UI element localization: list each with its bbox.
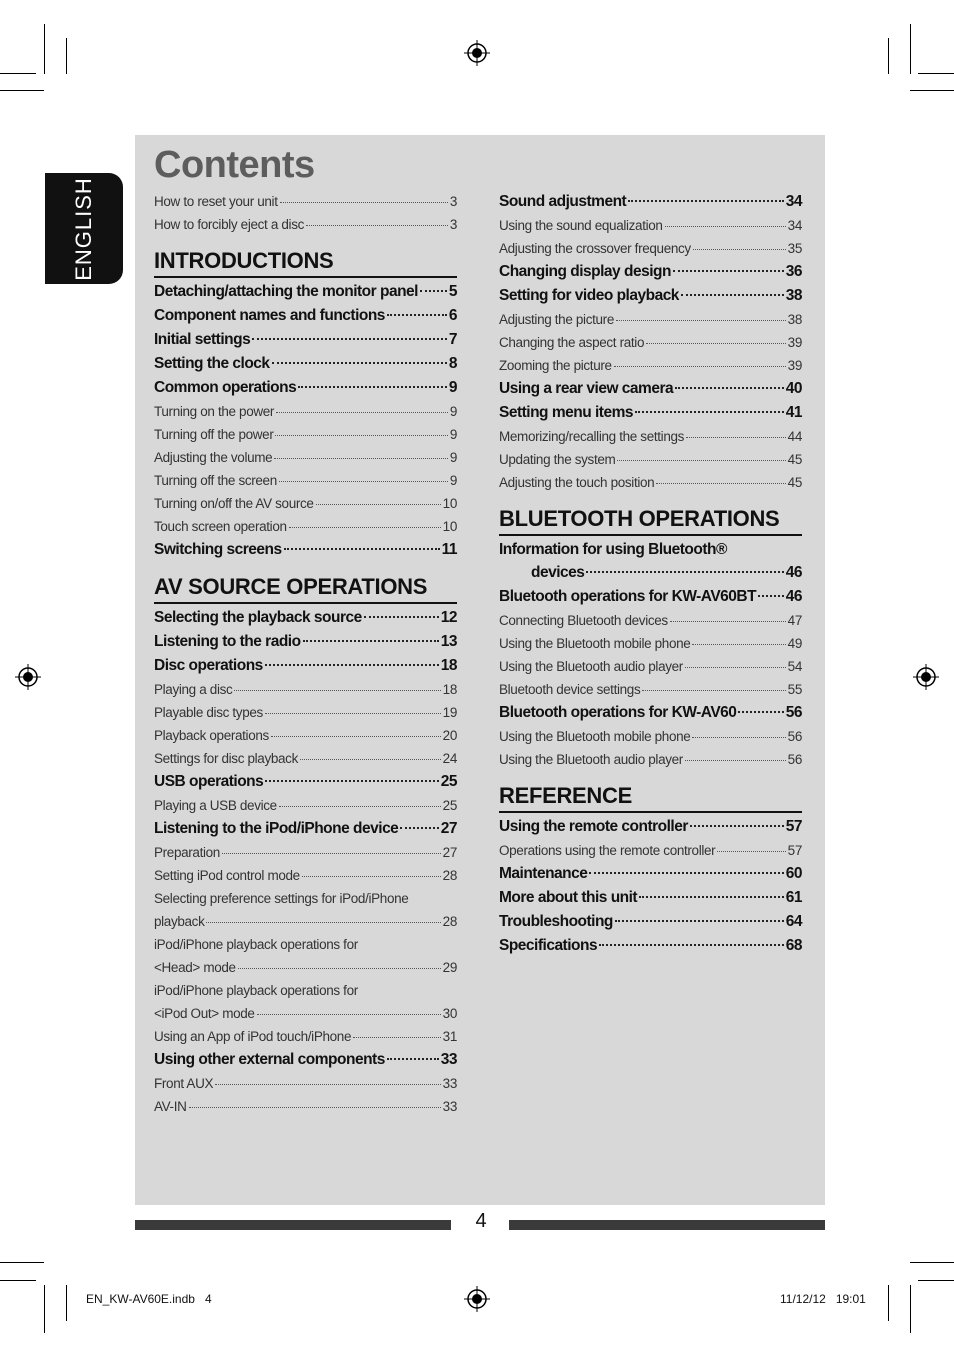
toc-entry-listening-to-the-radio[interactable] — [154, 630, 457, 654]
toc-entry-title: Using the Bluetooth mobile phone — [499, 729, 691, 744]
toc-entry-bluetooth-operations-for-kw-av60bt[interactable] — [499, 585, 802, 609]
toc-entry-switching-screens[interactable] — [154, 538, 457, 562]
toc-entry-title: Adjusting the volume — [154, 450, 273, 465]
dot-leader — [681, 294, 784, 296]
section-heading-bluetooth: BLUETOOTH OPERATIONS — [499, 504, 802, 536]
toc-entry-selecting-preference-settings-for-ipod-iphone[interactable] — [154, 910, 457, 933]
dot-leader — [617, 460, 785, 461]
page-title: Contents — [154, 144, 315, 186]
toc-entry-page: 25 — [442, 798, 457, 813]
crop-mark — [44, 24, 45, 74]
toc-entry-title-line — [154, 979, 457, 1002]
dot-leader — [635, 411, 784, 413]
toc-entry-page: 27 — [440, 820, 457, 837]
toc-entry-playable-disc-types[interactable] — [154, 701, 457, 724]
toc-entry-title: Using the sound equalization — [499, 218, 663, 233]
crop-mark — [918, 1280, 954, 1281]
print-file-name: EN_KW-AV60E.indb 4 — [86, 1292, 212, 1306]
toc-entry-page: 34 — [785, 193, 802, 210]
toc-entry-page: 25 — [440, 773, 457, 790]
toc-entry-bluetooth-operations-for-kw-av60[interactable] — [499, 701, 802, 725]
dot-leader — [252, 338, 447, 340]
toc-entry-title: Switching screens — [154, 541, 282, 558]
toc-entry-title: Playing a USB device — [154, 798, 277, 813]
toc-entry-title: Detaching/attaching the monitor panel — [154, 283, 418, 300]
toc-entry-setting-the-clock[interactable] — [154, 352, 457, 376]
toc-entry-playing-a-disc[interactable] — [154, 678, 457, 701]
toc-entry-title: Memorizing/recalling the settings — [499, 429, 685, 444]
toc-entry-page: 34 — [787, 218, 802, 233]
dot-leader — [673, 270, 784, 272]
toc-entry-playback-operations[interactable] — [154, 724, 457, 747]
crop-mark — [888, 1285, 889, 1321]
toc-entry-page: 38 — [787, 312, 802, 327]
toc-entry-using-other-external-components[interactable] — [154, 1048, 457, 1072]
toc-entry-title: Setting the clock — [154, 355, 270, 372]
section-heading-reference: REFERENCE — [499, 781, 802, 813]
dot-leader — [656, 483, 785, 484]
toc-entry-title: Bluetooth device settings — [499, 682, 641, 697]
toc-entry-setting-for-video-playback[interactable] — [499, 284, 802, 308]
toc-entry-setting-ipod-control-mode[interactable] — [154, 864, 457, 887]
toc-entry-title: How to reset your unit — [154, 194, 278, 209]
toc-entry-title: Selecting preference settings for iPod/iPhone — [154, 891, 409, 906]
toc-entry-detaching-attaching-the-monitor-panel[interactable] — [154, 280, 457, 304]
toc-entry-maintenance[interactable] — [499, 862, 802, 886]
dot-leader — [614, 366, 786, 367]
dot-leader — [316, 504, 441, 505]
toc-entry-using-a-rear-view-camera[interactable] — [499, 377, 802, 401]
dot-leader — [646, 343, 786, 344]
toc-entry-page: 54 — [787, 659, 802, 674]
toc-entry-title: Connecting Bluetooth devices — [499, 613, 668, 628]
toc-entry-page: 39 — [787, 335, 802, 350]
toc-entry-title: Updating the system — [499, 452, 616, 467]
toc-entry-title: Information for using Bluetooth® — [499, 541, 727, 558]
toc-entry-page: 57 — [785, 818, 802, 835]
toc-entry-title: Playable disc types — [154, 705, 263, 720]
toc-entry-page: 61 — [785, 889, 802, 906]
toc-entry-page: 24 — [442, 751, 457, 766]
dot-leader — [685, 667, 786, 668]
dot-leader — [692, 644, 785, 645]
page-number: 4 — [475, 1210, 487, 1232]
toc-entry-title: More about this unit — [499, 889, 638, 906]
toc-entry-page: 20 — [442, 728, 457, 743]
dot-leader — [586, 571, 783, 573]
toc-entry-page: 44 — [787, 429, 802, 444]
toc-entry-how-to-forcibly-eject-a-disc[interactable] — [154, 213, 457, 236]
toc-entry-page: 41 — [785, 404, 802, 421]
toc-entry-title: Operations using the remote controller — [499, 843, 716, 858]
toc-entry-ipod-iphone-playback-operations-for[interactable] — [154, 956, 457, 979]
top-items — [154, 190, 457, 236]
toc-entry-page: 35 — [787, 241, 802, 256]
toc-entry-page: 18 — [440, 657, 457, 674]
toc-right-column — [499, 190, 802, 958]
toc-entry-turning-off-the-power[interactable] — [154, 423, 457, 446]
toc-entry-ipod-iphone-playback-operations-for[interactable] — [154, 1002, 457, 1025]
toc-entry-title: Turning on/off the AV source — [154, 496, 314, 511]
toc-entry-title: Using a rear view camera — [499, 380, 674, 397]
toc-entry-page: 29 — [442, 960, 457, 975]
toc-entry-page: 33 — [440, 1051, 457, 1068]
toc-entry-title: Front AUX — [154, 1076, 214, 1091]
dot-leader — [675, 387, 784, 389]
dot-leader — [353, 1037, 441, 1038]
toc-entry-title: Changing the aspect ratio — [499, 335, 645, 350]
toc-entry-page: 64 — [785, 913, 802, 930]
toc-entry-page: 11 — [441, 541, 457, 558]
toc-entry-page: 68 — [785, 937, 802, 954]
toc-entry-troubleshooting[interactable] — [499, 910, 802, 934]
toc-entry-turning-on-the-power[interactable] — [154, 400, 457, 423]
language-tab — [45, 173, 123, 284]
toc-entry-title: <Head> mode — [154, 960, 236, 975]
toc-entry-page: 5 — [448, 283, 457, 300]
toc-entry-adjusting-the-picture[interactable] — [499, 308, 802, 331]
toc-entry-more-about-this-unit[interactable] — [499, 886, 802, 910]
toc-entry-page: 8 — [448, 355, 457, 372]
toc-entry-title: Setting for video playback — [499, 287, 679, 304]
crop-mark — [44, 1285, 45, 1333]
dot-leader — [271, 736, 441, 737]
toc-entry-zooming-the-picture[interactable] — [499, 354, 802, 377]
toc-entry-title: Setting iPod control mode — [154, 868, 300, 883]
dot-leader — [306, 225, 448, 226]
registration-mark-icon — [913, 664, 939, 690]
toc-entry-title: Turning on the power — [154, 404, 275, 419]
dot-leader — [670, 621, 786, 622]
toc-entry-page: 9 — [449, 404, 457, 419]
toc-entry-title: Troubleshooting — [499, 913, 613, 930]
section-heading-introductions: INTRODUCTIONS — [154, 246, 457, 278]
toc-entry-page: 12 — [440, 609, 457, 626]
toc-entry-usb-operations[interactable] — [154, 770, 457, 794]
toc-entry-page: 7 — [448, 331, 457, 348]
toc-entry-how-to-reset-your-unit[interactable] — [154, 190, 457, 213]
dot-leader — [693, 249, 786, 250]
toc-entry-page: 38 — [785, 287, 802, 304]
toc-entry-title: Using the Bluetooth mobile phone — [499, 636, 691, 651]
dot-leader — [685, 760, 786, 761]
toc-entry-operations-using-the-remote-controller[interactable] — [499, 839, 802, 862]
toc-entry-title: Using other external components — [154, 1051, 385, 1068]
toc-entry-bluetooth-device-settings[interactable] — [499, 678, 802, 701]
toc-entry-turning-on-off-the-av-source[interactable] — [154, 492, 457, 515]
toc-entry-title: playback — [154, 914, 205, 929]
dot-leader — [238, 968, 441, 969]
dot-leader — [364, 616, 439, 618]
dot-leader — [272, 362, 447, 364]
toc-entry-page: 10 — [442, 519, 457, 534]
toc-entry-page: 45 — [787, 452, 802, 467]
crop-mark — [66, 1285, 67, 1321]
toc-entry-page: 45 — [787, 475, 802, 490]
toc-entry-settings-for-disc-playback[interactable] — [154, 747, 457, 770]
dot-leader — [265, 664, 439, 666]
toc-entry-title: Zooming the picture — [499, 358, 612, 373]
dot-leader — [420, 290, 447, 292]
toc-entry-title: Settings for disc playback — [154, 751, 298, 766]
toc-entry-using-the-bluetooth-audio-player[interactable] — [499, 748, 802, 771]
dot-leader — [616, 320, 786, 321]
toc-entry-page: 30 — [442, 1006, 457, 1021]
dot-leader — [222, 853, 441, 854]
toc-entry-page: 27 — [442, 845, 457, 860]
toc-entry-title: Adjusting the touch position — [499, 475, 655, 490]
dot-leader — [279, 481, 448, 482]
toc-entry-common-operations[interactable] — [154, 376, 457, 400]
toc-entry-page: 36 — [785, 263, 802, 280]
toc-entry-page: 9 — [449, 450, 457, 465]
toc-entry-page: 28 — [442, 868, 457, 883]
toc-entry-page: 10 — [442, 496, 457, 511]
dot-leader — [738, 711, 783, 713]
dot-leader — [274, 458, 448, 459]
toc-entry-title: Setting menu items — [499, 404, 633, 421]
footer-bar-left — [135, 1220, 451, 1230]
toc-entry-page: 55 — [787, 682, 802, 697]
toc-entry-title: Common operations — [154, 379, 297, 396]
toc-entry-title: Maintenance — [499, 865, 588, 882]
toc-entry-using-an-app-of-ipod-touch-iphone[interactable] — [154, 1025, 457, 1048]
dot-leader — [639, 896, 784, 898]
reference-list — [499, 815, 802, 958]
toc-entry-page: 40 — [785, 380, 802, 397]
toc-entry-using-the-bluetooth-audio-player[interactable] — [499, 655, 802, 678]
toc-entry-title: Touch screen operation — [154, 519, 287, 534]
toc-entry-component-names-and-functions[interactable] — [154, 304, 457, 328]
toc-entry-page: 9 — [449, 473, 457, 488]
toc-entry-initial-settings[interactable] — [154, 328, 457, 352]
section-heading-av-source: AV SOURCE OPERATIONS — [154, 572, 457, 604]
toc-entry-page: 28 — [442, 914, 457, 929]
toc-entry-title: Using the Bluetooth audio player — [499, 659, 683, 674]
toc-entry-using-the-remote-controller[interactable] — [499, 815, 802, 839]
toc-entry-page: 13 — [440, 633, 457, 650]
dot-leader — [303, 640, 439, 642]
av-source-list — [154, 606, 457, 1118]
toc-entry-sound-adjustment[interactable] — [499, 190, 802, 214]
toc-entry-title-line — [499, 538, 802, 561]
toc-entry-title: AV-IN — [154, 1099, 187, 1114]
dot-leader — [275, 435, 447, 436]
toc-entry-page: 46 — [785, 588, 802, 605]
toc-entry-page: 9 — [448, 379, 457, 396]
toc-entry-title: Selecting the playback source — [154, 609, 362, 626]
toc-entry-title: Component names and functions — [154, 307, 385, 324]
toc-entry-title: USB operations — [154, 773, 264, 790]
toc-entry-page: 56 — [785, 704, 802, 721]
toc-entry-page: 18 — [442, 682, 457, 697]
toc-entry-adjusting-the-crossover-frequency[interactable] — [499, 237, 802, 260]
toc-entry-playing-a-usb-device[interactable] — [154, 794, 457, 817]
toc-entry-page: 56 — [787, 729, 802, 744]
toc-entry-page: 39 — [787, 358, 802, 373]
toc-entry-title: Preparation — [154, 845, 220, 860]
crop-mark — [0, 1262, 44, 1263]
toc-entry-page: 49 — [787, 636, 802, 651]
crop-mark — [66, 38, 67, 74]
dot-leader — [234, 690, 440, 691]
toc-entry-title: Disc operations — [154, 657, 263, 674]
toc-entry-title-line — [154, 933, 457, 956]
toc-entry-specifications[interactable] — [499, 934, 802, 958]
dot-leader — [692, 737, 785, 738]
dot-leader — [289, 527, 441, 528]
dot-leader — [758, 595, 784, 597]
registration-mark-icon — [464, 40, 490, 66]
toc-entry-title: <iPod Out> mode — [154, 1006, 255, 1021]
toc-entry-title: Using the remote controller — [499, 818, 688, 835]
dot-leader — [189, 1107, 441, 1108]
toc-entry-changing-display-design[interactable] — [499, 260, 802, 284]
dot-leader — [665, 226, 786, 227]
toc-entry-using-the-bluetooth-mobile-phone[interactable] — [499, 725, 802, 748]
toc-entry-page: 60 — [785, 865, 802, 882]
toc-entry-title: Bluetooth operations for KW-AV60BT — [499, 588, 757, 605]
toc-entry-page: 3 — [449, 194, 457, 209]
dot-leader — [387, 314, 447, 316]
dot-leader — [599, 944, 784, 946]
toc-entry-page: 31 — [442, 1029, 457, 1044]
dot-leader — [300, 759, 441, 760]
toc-entry-title: Initial settings — [154, 331, 251, 348]
footer-bar-right — [509, 1220, 825, 1230]
toc-entry-page: 9 — [449, 427, 457, 442]
dot-leader — [284, 548, 440, 550]
registration-mark-icon — [15, 664, 41, 690]
toc-entry-updating-the-system[interactable] — [499, 448, 802, 471]
toc-entry-av-in[interactable] — [154, 1095, 457, 1118]
registration-mark-icon — [464, 1286, 490, 1312]
toc-entry-page: 56 — [787, 752, 802, 767]
crop-mark — [0, 73, 36, 74]
toc-entry-title: Bluetooth operations for KW-AV60 — [499, 704, 737, 721]
crop-mark — [0, 1280, 36, 1281]
dot-leader — [589, 872, 783, 874]
toc-entry-changing-the-aspect-ratio[interactable] — [499, 331, 802, 354]
toc-entry-page: 57 — [787, 843, 802, 858]
toc-entry-title: Listening to the radio — [154, 633, 301, 650]
dot-leader — [298, 386, 447, 388]
toc-entry-title: Listening to the iPod/iPhone device — [154, 820, 399, 837]
crop-mark — [910, 90, 954, 91]
crop-mark — [910, 24, 911, 74]
introductions-list — [154, 280, 457, 562]
toc-left-column — [154, 190, 457, 1118]
toc-entry-title: Changing display design — [499, 263, 671, 280]
print-date-time: 11/12/12 19:01 — [780, 1292, 866, 1306]
crop-mark — [910, 1285, 911, 1333]
crop-mark — [910, 1262, 954, 1263]
toc-entry-title: Turning off the power — [154, 427, 274, 442]
toc-entry-page: 46 — [785, 564, 802, 581]
dot-leader — [642, 690, 785, 691]
dot-leader — [628, 200, 784, 202]
toc-entry-page: 47 — [787, 613, 802, 628]
dot-leader — [276, 412, 448, 413]
dot-leader — [615, 920, 784, 922]
toc-entry-page: 33 — [442, 1099, 457, 1114]
toc-entry-listening-to-the-ipod-iphone-device[interactable] — [154, 817, 457, 841]
toc-entry-title: How to forcibly eject a disc — [154, 217, 305, 232]
crop-mark — [0, 90, 44, 91]
dot-leader — [717, 851, 785, 852]
toc-entry-connecting-bluetooth-devices[interactable] — [499, 609, 802, 632]
toc-entry-information-for-using-bluetooth[interactable] — [499, 561, 802, 585]
dot-leader — [279, 806, 441, 807]
toc-entry-title: devices — [531, 564, 585, 581]
toc-entry-page: 33 — [442, 1076, 457, 1091]
toc-entry-memorizing-recalling-the-settings[interactable] — [499, 425, 802, 448]
toc-entry-front-aux[interactable] — [154, 1072, 457, 1095]
dot-leader — [302, 876, 441, 877]
toc-entry-title: Turning off the screen — [154, 473, 277, 488]
toc-entry-page: 19 — [442, 705, 457, 720]
dot-leader — [257, 1014, 441, 1015]
toc-entry-title: Adjusting the crossover frequency — [499, 241, 691, 256]
dot-leader — [280, 202, 448, 203]
toc-entry-title: Specifications — [499, 937, 598, 954]
dot-leader — [387, 1058, 439, 1060]
toc-entry-turning-off-the-screen[interactable] — [154, 469, 457, 492]
dot-leader — [265, 713, 441, 714]
toc-entry-title: Using the Bluetooth audio player — [499, 752, 683, 767]
toc-entry-using-the-sound-equalization[interactable] — [499, 214, 802, 237]
toc-entry-adjusting-the-touch-position[interactable] — [499, 471, 802, 494]
toc-entry-title: Playback operations — [154, 728, 269, 743]
toc-entry-title: iPod/iPhone playback operations for — [154, 983, 358, 998]
toc-entry-page: 6 — [448, 307, 457, 324]
toc-entry-disc-operations[interactable] — [154, 654, 457, 678]
bluetooth-list — [499, 538, 802, 771]
toc-entry-preparation[interactable] — [154, 841, 457, 864]
dot-leader — [400, 827, 438, 829]
toc-entry-page: 3 — [449, 217, 457, 232]
toc-entry-title: iPod/iPhone playback operations for — [154, 937, 358, 952]
crop-mark — [918, 73, 954, 74]
toc-entry-title: Using an App of iPod touch/iPhone — [154, 1029, 352, 1044]
dot-leader — [690, 825, 784, 827]
toc-entry-selecting-the-playback-source[interactable] — [154, 606, 457, 630]
toc-entry-touch-screen-operation[interactable] — [154, 515, 457, 538]
dot-leader — [215, 1084, 441, 1085]
dot-leader — [206, 922, 440, 923]
dot-leader — [265, 780, 438, 782]
language-label: ENGLISH — [71, 176, 96, 281]
toc-entry-title-line — [154, 887, 457, 910]
toc-entry-title: Adjusting the picture — [499, 312, 614, 327]
dot-leader — [686, 437, 786, 438]
toc-entry-title: Playing a disc — [154, 682, 233, 697]
toc-entry-setting-menu-items[interactable] — [499, 401, 802, 425]
toc-entry-title: Sound adjustment — [499, 193, 627, 210]
toc-entry-using-the-bluetooth-mobile-phone[interactable] — [499, 632, 802, 655]
crop-mark — [888, 38, 889, 74]
top-items — [499, 190, 802, 494]
toc-entry-adjusting-the-volume[interactable] — [154, 446, 457, 469]
